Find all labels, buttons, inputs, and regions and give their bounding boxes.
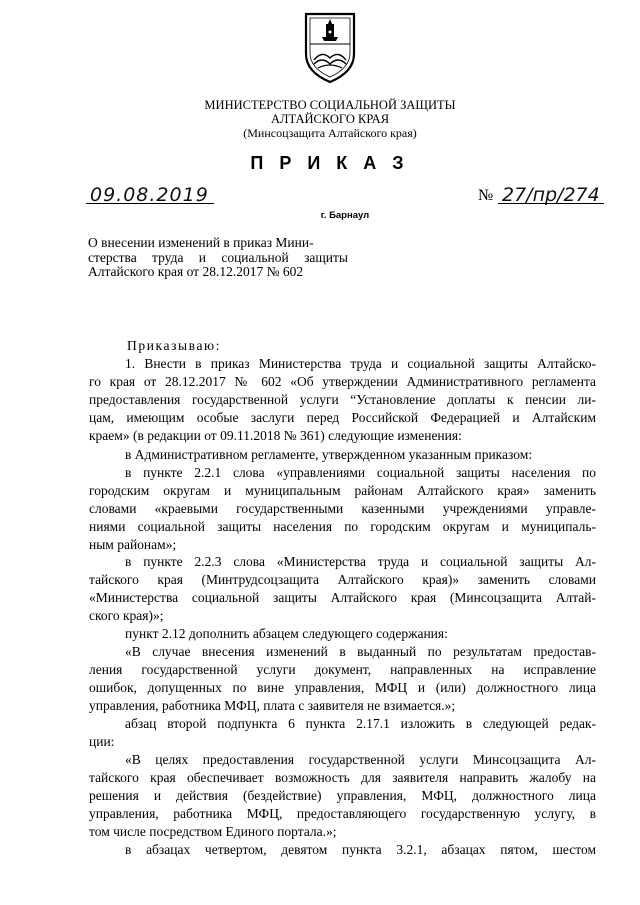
body-line: городским округам и муниципальным районам Алтайского края» заменить <box>89 483 596 498</box>
number-sign: № <box>478 187 494 204</box>
date-underline <box>86 203 214 204</box>
body-line: «В целях предоставления государственной услуги Минсоцзащита Ал- <box>125 752 596 767</box>
altai-krai-coat-of-arms-icon <box>300 10 360 86</box>
body-line: абзац второй подпункта 6 пункта 2.17.1 изложить в следующей редак- <box>125 716 596 731</box>
document-type-title: ПРИКАЗ <box>250 153 420 173</box>
ministry-name-line-2: АЛТАЙСКОГО КРАЯ <box>270 112 390 126</box>
body-line: в Административном регламенте, утвержденном указанным приказом: <box>125 447 533 462</box>
subject-line: стерства труда и социальной защиты <box>88 250 348 265</box>
order-number: 27/пр/274 <box>502 184 600 206</box>
body-line: управления, работника МФЦ, плата с заявителя не взимается.»; <box>89 698 456 713</box>
body-line: ным районам»; <box>89 537 177 552</box>
subject-line: Алтайского края от 28.12.2017 № 602 <box>88 264 304 279</box>
body-line: в пункте 2.2.3 слова «Министерства труда и социальной защиты Ал- <box>125 554 596 569</box>
ministry-short-name: (Минсоцзащита Алтайского края) <box>243 126 417 140</box>
body-line: «Министерства социальной защиты Алтайского края (Минсоцзащита Алтай- <box>89 590 596 605</box>
body-line: цам, имеющим особые заслуги перед Российской Федерацией и Алтайским <box>89 410 596 425</box>
body-line: ции: <box>89 734 115 749</box>
body-line: ления государственной услуги документ, направленных на исправление <box>89 662 596 677</box>
body-line: решения и действия (бездействие) управления, МФЦ, должностного лица <box>89 788 596 803</box>
subject-line: О внесении изменений в приказ Мини- <box>88 235 314 250</box>
body-line: «В случае внесения изменений в выданный по результатам предостав- <box>125 644 596 659</box>
body-line: в пункте 2.2.1 слова «управлениями социальной защиты населения по <box>125 465 596 480</box>
order-preamble: Приказываю: <box>127 338 222 353</box>
body-line: управления, работника МФЦ, предоставляющего государственную услугу, в <box>89 806 596 821</box>
body-line: тайского края (Минтрудсоцзащита Алтайского края)» заменить словами <box>89 572 596 587</box>
city-label: г. Барнаул <box>320 210 370 221</box>
body-line: ского края)»; <box>89 608 164 623</box>
order-date: 09.08.2019 <box>90 184 209 206</box>
body-line: словами «краевыми государственными казенными учреждениями управле- <box>89 501 596 516</box>
body-line: в абзацах четвертом, девятом пункта 3.2.1, абзацах пятом, шестом <box>125 842 596 857</box>
body-line: том числе посредством Единого портала.»; <box>89 824 337 839</box>
number-underline <box>498 203 604 204</box>
body-line: тайского края обеспечивает возможность для заявителя направить жалобу на <box>89 770 596 785</box>
body-line: ниями социальной защиты населения по городским округам и муниципаль- <box>89 519 596 534</box>
body-line: предоставления государственной услуги “Установление доплаты к пенсии ли- <box>89 392 596 407</box>
ministry-name-line-1: МИНИСТЕРСТВО СОЦИАЛЬНОЙ ЗАЩИТЫ <box>204 98 456 112</box>
body-line: краем» (в редакции от 09.11.2018 № 361) следующие изменения: <box>89 428 462 443</box>
body-line: пункт 2.12 дополнить абзацем следующего содержания: <box>125 626 448 641</box>
body-line: ошибок, допущенных по вине управления, МФЦ и (или) должностного лица <box>89 680 596 695</box>
body-line: 1. Внести в приказ Министерства труда и социальной защиты Алтайско- <box>125 356 596 371</box>
body-line: го края от 28.12.2017 № 602 «Об утверждении Административного регламента <box>89 374 596 389</box>
